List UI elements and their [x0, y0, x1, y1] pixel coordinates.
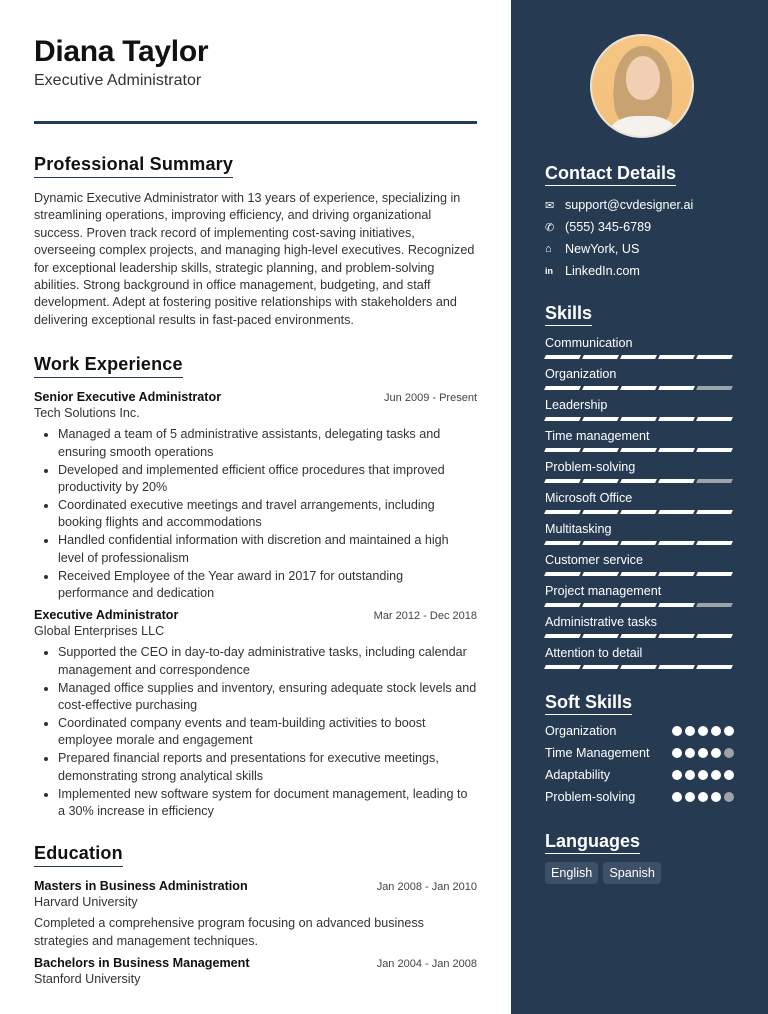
- bullet-item: • Received Employee of the Year award in 2017 for outstanding performance and dedication: [58, 568, 477, 603]
- skill-segment: [658, 479, 695, 483]
- language-tag: Spanish: [603, 862, 661, 884]
- section-title: Languages: [545, 830, 640, 854]
- education-date: Jan 2008 - Jan 2010: [376, 881, 477, 894]
- skill-segment: [544, 603, 581, 607]
- rating-dot: [672, 748, 682, 758]
- education-header: [34, 956, 477, 970]
- education-header: [34, 879, 477, 893]
- work-section: [34, 353, 477, 820]
- bullet-item: • Coordinated company events and team-building activities to boost employee morale and engagement: [58, 715, 477, 750]
- bullet-item: • Developed and implemented efficient office procedures that improved productivity by 20%: [58, 462, 477, 497]
- soft-skill-item: [545, 744, 734, 762]
- header-divider: [34, 121, 477, 124]
- education-description: Completed a comprehensive program focusing on advanced business strategies and management techniques.: [34, 916, 424, 948]
- candidate-name: Diana Taylor: [34, 35, 209, 68]
- skill-segment: [582, 355, 619, 359]
- bullet-item: • Implemented new software system for document management, leading to a 30% increase in efficiency: [58, 786, 477, 821]
- contact-text: NewYork, US: [565, 242, 640, 256]
- skill-segment: [582, 386, 619, 390]
- rating-dot: [672, 770, 682, 780]
- contact-item[interactable]: [545, 194, 734, 216]
- skill-item: [545, 334, 734, 359]
- skill-segment: [658, 665, 695, 669]
- skill-segment: [696, 541, 733, 545]
- skill-segment: [582, 448, 619, 452]
- skill-segment: [544, 355, 581, 359]
- rating-dot: [698, 792, 708, 802]
- section-title: Professional Summary: [34, 153, 233, 178]
- rating-dot: [685, 770, 695, 780]
- skill-segment: [544, 510, 581, 514]
- skill-item: [545, 520, 734, 545]
- skill-segment: [658, 634, 695, 638]
- rating-dot: [698, 748, 708, 758]
- skill-segment: [696, 355, 733, 359]
- skill-segment: [620, 603, 657, 607]
- rating-dot: [685, 748, 695, 758]
- linkedin-icon: in: [545, 266, 553, 276]
- skill-segment: [658, 510, 695, 514]
- skill-segment: [620, 355, 657, 359]
- job-company: Global Enterprises LLC: [34, 624, 165, 639]
- contact-item[interactable]: [545, 238, 734, 260]
- skill-segment: [696, 448, 733, 452]
- job-header: [34, 390, 477, 404]
- phone-icon: ✆: [545, 221, 555, 234]
- skill-item: [545, 396, 734, 421]
- job-bullets: [34, 644, 477, 820]
- section-title: Contact Details: [545, 162, 676, 186]
- skill-segment: [696, 510, 733, 514]
- skill-segment: [658, 448, 695, 452]
- rating-dot: [672, 726, 682, 736]
- rating-dot: [698, 770, 708, 780]
- soft-skill-rating: [672, 770, 734, 780]
- skill-segment: [658, 355, 695, 359]
- home-icon: ⌂: [545, 243, 552, 255]
- candidate-role: Executive Administrator: [34, 72, 202, 89]
- skill-level-bar: [545, 603, 734, 607]
- soft-skill-name: Time Management: [545, 746, 650, 760]
- skill-item: [545, 458, 734, 483]
- skill-level-bar: [545, 634, 734, 638]
- rating-dot: [711, 770, 721, 780]
- skill-level-bar: [545, 386, 734, 390]
- rating-dot: [685, 792, 695, 802]
- skill-item: [545, 582, 734, 607]
- skill-item: [545, 365, 734, 390]
- skill-segment: [620, 572, 657, 576]
- skill-segment: [658, 386, 695, 390]
- skill-name: Communication: [545, 336, 633, 350]
- skill-segment: [582, 541, 619, 545]
- skill-level-bar: [545, 572, 734, 576]
- skill-segment: [620, 510, 657, 514]
- skill-name: Leadership: [545, 398, 608, 412]
- soft-skill-item: [545, 788, 734, 806]
- contact-item[interactable]: [545, 260, 734, 282]
- job-title: Senior Executive Administrator: [34, 390, 222, 405]
- skill-segment: [696, 479, 733, 483]
- skill-item: [545, 644, 734, 669]
- skill-segment: [620, 448, 657, 452]
- skill-segment: [544, 479, 581, 483]
- section-title: Work Experience: [34, 353, 183, 378]
- skill-item: [545, 613, 734, 638]
- languages-section: [545, 830, 734, 884]
- contact-text: support@cvdesigner.ai: [565, 198, 694, 212]
- skill-name: Organization: [545, 367, 617, 381]
- education-section: [34, 842, 477, 986]
- job-company: Tech Solutions Inc.: [34, 406, 140, 421]
- skill-segment: [582, 572, 619, 576]
- skill-segment: [658, 541, 695, 545]
- skill-segment: [696, 603, 733, 607]
- contact-section: [545, 162, 734, 282]
- skill-level-bar: [545, 448, 734, 452]
- skill-name: Attention to detail: [545, 646, 643, 660]
- rating-dot: [672, 792, 682, 802]
- soft-skill-name: Adaptability: [545, 768, 611, 782]
- bullet-item: • Coordinated executive meetings and travel arrangements, including booking flights and accommodations: [58, 497, 477, 532]
- job-entry: [34, 390, 477, 602]
- skill-level-bar: [545, 355, 734, 359]
- job-entry: [34, 608, 477, 820]
- skill-segment: [620, 541, 657, 545]
- skill-segment: [696, 417, 733, 421]
- skill-segment: [582, 634, 619, 638]
- rating-dot: [711, 792, 721, 802]
- rating-dot: [711, 726, 721, 736]
- soft-skill-rating: [672, 792, 734, 802]
- school-name: Harvard University: [34, 895, 138, 910]
- rating-dot: [724, 770, 734, 780]
- skill-name: Customer service: [545, 553, 643, 567]
- skill-segment: [620, 479, 657, 483]
- skill-segment: [658, 572, 695, 576]
- rating-dot: [724, 748, 734, 758]
- skill-segment: [582, 417, 619, 421]
- skill-item: [545, 427, 734, 452]
- skill-name: Problem-solving: [545, 460, 636, 474]
- skill-name: Multitasking: [545, 522, 612, 536]
- skill-level-bar: [545, 510, 734, 514]
- skill-segment: [620, 417, 657, 421]
- skill-segment: [544, 634, 581, 638]
- degree-title: Masters in Business Administration: [34, 879, 248, 894]
- skill-segment: [696, 386, 733, 390]
- rating-dot: [724, 726, 734, 736]
- skill-level-bar: [545, 665, 734, 669]
- contact-item[interactable]: [545, 216, 734, 238]
- skill-segment: [544, 572, 581, 576]
- envelope-icon: ✉: [545, 199, 555, 212]
- job-date: Mar 2012 - Dec 2018: [373, 610, 477, 623]
- skill-segment: [658, 603, 695, 607]
- soft-skill-item: [545, 722, 734, 740]
- skill-segment: [582, 665, 619, 669]
- skill-level-bar: [545, 541, 734, 545]
- rating-dot: [685, 726, 695, 736]
- skill-segment: [582, 603, 619, 607]
- bullet-item: • Managed office supplies and inventory, ensuring adequate stock levels and cost-effective purchasing: [58, 680, 477, 715]
- contact-text: LinkedIn.com: [565, 264, 640, 278]
- education-entry: [34, 879, 477, 950]
- photo-face: [626, 56, 660, 100]
- language-tag: English: [545, 862, 598, 884]
- skill-segment: [582, 510, 619, 514]
- skill-name: Project management: [545, 584, 662, 598]
- soft-skills-section: [545, 691, 734, 806]
- skill-segment: [544, 417, 581, 421]
- skill-segment: [582, 479, 619, 483]
- job-date: Jun 2009 - Present: [384, 392, 477, 405]
- skill-segment: [658, 417, 695, 421]
- job-bullets: [34, 426, 477, 602]
- skill-name: Administrative tasks: [545, 615, 657, 629]
- skill-segment: [696, 634, 733, 638]
- soft-skill-item: [545, 766, 734, 784]
- sidebar: [511, 0, 768, 1014]
- rating-dot: [724, 792, 734, 802]
- rating-dot: [698, 726, 708, 736]
- section-title: Soft Skills: [545, 691, 632, 715]
- soft-skill-rating: [672, 726, 734, 736]
- skill-level-bar: [545, 479, 734, 483]
- skill-item: [545, 551, 734, 576]
- bullet-item: • Prepared financial reports and presentations for executive meetings, demonstrating strong analytical skills: [58, 750, 477, 785]
- photo-shirt: [610, 116, 676, 138]
- skill-segment: [544, 386, 581, 390]
- education-entry: [34, 956, 477, 986]
- soft-skill-name: Organization: [545, 724, 617, 738]
- skill-segment: [620, 665, 657, 669]
- skill-segment: [544, 448, 581, 452]
- education-date: Jan 2004 - Jan 2008: [376, 958, 477, 971]
- skill-segment: [544, 665, 581, 669]
- section-title: Education: [34, 842, 123, 867]
- bullet-item: • Managed a team of 5 administrative assistants, delegating tasks and ensuring smooth operations: [58, 426, 477, 461]
- skill-name: Time management: [545, 429, 650, 443]
- summary-text: Dynamic Executive Administrator with 13 years of experience, specializing in streamlining operations, improving efficiency, and driving organizational success. Proven track record of implementing cost-saving initiatives, overseeing complex projects, and managing high-level executives. Recognized for exceptional leadership skills, strategic planning, and problem-solving abilities. Strong background in office management, budgeting, and staff development. Adept at fostering positive relationships with stakeholders and delivering exceptional results in fast-paced environments.: [34, 191, 475, 327]
- rating-dot: [711, 748, 721, 758]
- summary-section: [34, 153, 477, 329]
- soft-skill-name: Problem-solving: [545, 790, 636, 804]
- contact-text: (555) 345-6789: [565, 220, 652, 234]
- bullet-item: • Supported the CEO in day-to-day administrative tasks, including calendar management and correspondence: [58, 644, 477, 679]
- skill-segment: [620, 386, 657, 390]
- skill-segment: [696, 572, 733, 576]
- job-title: Executive Administrator: [34, 608, 179, 623]
- skills-section: [545, 302, 734, 669]
- skill-level-bar: [545, 417, 734, 421]
- section-title: Skills: [545, 302, 592, 326]
- job-header: [34, 608, 477, 622]
- skill-segment: [696, 665, 733, 669]
- skill-segment: [544, 541, 581, 545]
- soft-skill-rating: [672, 748, 734, 758]
- skill-segment: [620, 634, 657, 638]
- skill-item: [545, 489, 734, 514]
- degree-title: Bachelors in Business Management: [34, 956, 250, 971]
- bullet-item: • Handled confidential information with discretion and maintained a high level of professionalism: [58, 532, 477, 567]
- school-name: Stanford University: [34, 972, 141, 987]
- skill-name: Microsoft Office: [545, 491, 633, 505]
- profile-photo: [590, 34, 694, 138]
